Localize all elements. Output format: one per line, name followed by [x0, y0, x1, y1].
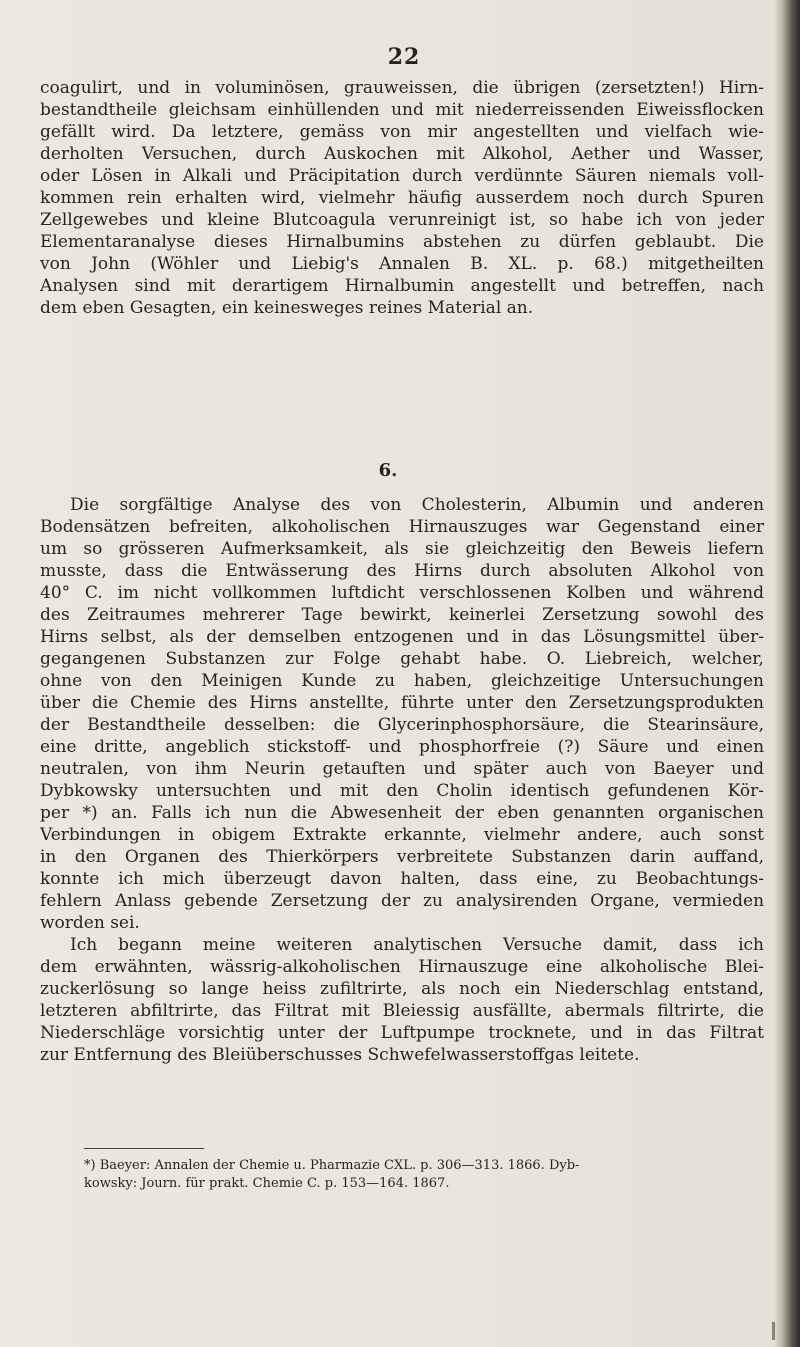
text-line: Die sorgfältige Analyse des von Cholesterin, Albumin und anderen	[70, 495, 764, 515]
text-line: zuckerlösung so lange heiss zufiltrirte, als noch ein Niederschlag entstand,	[40, 979, 764, 999]
text-line: bestandtheile gleichsam einhüllenden und mit niederreissenden Eiweissflocken	[40, 100, 764, 120]
text-line: gegangenen Substanzen zur Folge gehabt habe. O. Liebreich, welcher,	[40, 649, 764, 669]
text-line: konnte ich mich überzeugt davon halten, dass eine, zu Beobachtungs-	[40, 869, 764, 889]
book-spine-shadow	[774, 0, 800, 1347]
text-line: letzteren abfiltrirte, das Filtrat mit Bleiessig ausfällte, abermals filtrirte, die	[40, 1001, 764, 1021]
text-line: Dybkowsky untersuchten und mit den Cholin identisch gefundenen Kör-	[40, 781, 764, 801]
text-line: musste, dass die Entwässerung des Hirns durch absoluten Alkohol von	[40, 561, 764, 581]
text-line: ohne von den Meinigen Kunde zu haben, gleichzeitige Untersuchungen	[40, 671, 764, 691]
paragraph-top	[40, 77, 764, 319]
text-line: eine dritte, angeblich stickstoff- und phosphorfreie (?) Säure und einen	[40, 737, 764, 757]
text-line: Elementaranalyse dieses Hirnalbumins abstehen zu dürfen geblaubt. Die	[40, 232, 764, 252]
text-line: in den Organen des Thierkörpers verbreitete Substanzen darin auffand,	[40, 847, 764, 867]
paragraph-main	[40, 494, 764, 934]
text-line: von John (Wöhler und Liebig's Annalen B. XL. p. 68.) mitgetheilten	[40, 254, 764, 274]
text-line: Zellgewebes und kleine Blutcoagula verunreinigt ist, so habe ich von jeder	[40, 210, 764, 230]
text-line: fehlern Anlass gebende Zersetzung der zu analysirenden Organe, vermieden	[40, 891, 764, 911]
footnote-divider	[84, 1148, 204, 1149]
text-line: Analysen sind mit derartigem Hirnalbumin angestellt und betreffen, nach	[40, 276, 764, 296]
text-line: coagulirt, und in voluminösen, grauweissen, die übrigen (zersetzten!) Hirn-	[40, 78, 764, 98]
text-line: derholten Versuchen, durch Auskochen mit Alkohol, Aether und Wasser,	[40, 144, 764, 164]
text-line: Ich begann meine weiteren analytischen Versuche damit, dass ich	[70, 935, 764, 955]
text-line: per *) an. Falls ich nun die Abwesenheit der eben genannten organischen	[40, 803, 764, 823]
text-line: oder Lösen in Alkali und Präcipitation durch verdünnte Säuren niemals voll-	[40, 166, 764, 186]
paragraph-last	[40, 934, 764, 1066]
footnote-line: *) Baeyer: Annalen der Chemie u. Pharmazie CXL. p. 306—313. 1866. Dyb-	[84, 1158, 580, 1173]
text-line: Hirns selbst, als der demselben entzogenen und in das Lösungsmittel über-	[40, 627, 764, 647]
print-mark	[772, 1322, 775, 1340]
text-line: des Zeitraumes mehrerer Tage bewirkt, keinerlei Zersetzung sowohl des	[40, 605, 764, 625]
text-line: dem erwähnten, wässrig-alkoholischen Hirnauszuge eine alkoholische Blei-	[40, 957, 764, 977]
section-number: 6.	[378, 460, 398, 481]
text-line: gefällt wird. Da letztere, gemäss von mir angestellten und vielfach wie-	[40, 122, 764, 142]
text-line: zur Entfernung des Bleiüberschusses Schwefelwasserstoffgas leitete.	[40, 1045, 640, 1065]
text-line: Verbindungen in obigem Extrakte erkannte, vielmehr andere, auch sonst	[40, 825, 764, 845]
text-line: Bodensätzen befreiten, alkoholischen Hirnauszuges war Gegenstand einer	[40, 517, 764, 537]
text-line: dem eben Gesagten, ein keinesweges reines Material an.	[40, 298, 534, 318]
footnote-line: kowsky: Journ. für prakt. Chemie C. p. 153—164. 1867.	[84, 1176, 450, 1191]
text-line: der Bestandtheile desselben: die Glycerinphosphorsäure, die Stearinsäure,	[40, 715, 764, 735]
text-line: worden sei.	[40, 913, 140, 933]
page-number: 22	[387, 44, 421, 70]
text-line: 40° C. im nicht vollkommen luftdicht verschlossenen Kolben und während	[40, 583, 764, 603]
text-line: über die Chemie des Hirns anstellte, führte unter den Zersetzungsprodukten	[40, 693, 764, 713]
text-line: Niederschläge vorsichtig unter der Luftpumpe trocknete, und in das Filtrat	[40, 1023, 764, 1043]
text-line: kommen rein erhalten wird, vielmehr häufig ausserdem noch durch Spuren	[40, 188, 764, 208]
text-line: neutralen, von ihm Neurin getauften und später auch von Baeyer und	[40, 759, 764, 779]
footnote	[84, 1157, 764, 1193]
text-line: um so grösseren Aufmerksamkeit, als sie gleichzeitig den Beweis liefern	[40, 539, 764, 559]
